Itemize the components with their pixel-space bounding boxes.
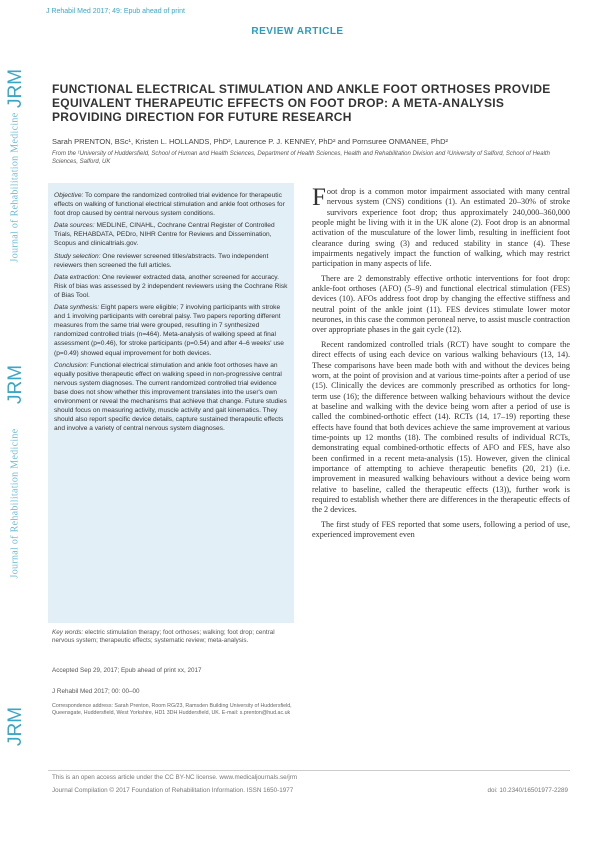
author-list: Sarah PRENTON, BSc¹, Kristen L. HOLLANDS, PhD², Laurence P. J. KENNEY, PhD² and Pornsuree ONMANEE, PhD² (52, 137, 448, 146)
abstract-data-synthesis: Data synthesis: Eight papers were eligible; 7 involving participants with stroke and 1 involving participants with cerebral palsy. Two papers reporting different measures from the same trial were grouped, resulting in 7 synthesized randomized controlled trials (n=464). Meta-analysis of walking speed at final assessment (p=0.46), for stroke participants (p=0.54) and after 4–6 weeks' use (p=0.49) showed equal improvement for both devices. (54, 304, 284, 357)
author-affiliations: From the ¹University of Huddersfield, School of Human and Health Sciences, Department of Health Sciences, Health and Rehabilitation Division and ²University of Salford, School of Health Sciences, Salford, UK (52, 151, 550, 165)
sidebar-jrm-logo: JRM (5, 364, 26, 404)
sidebar-journal-name: Journal of Rehabilitation Medicine (9, 112, 21, 263)
journal-issue-line: J Rehabil Med 2017; 49: Epub ahead of print (46, 8, 185, 15)
abstract-data-sources: Data sources: MEDLINE, CINAHL, Cochrane Central Register of Controlled Trials, REHABDATA, PEDro, NIHR Centre for Reviews and Dissemination, Scopus and clinicaltrials.gov. (54, 222, 275, 248)
abstract-data-synthesis-label: Data synthesis: (54, 304, 100, 312)
body-paragraph: Recent randomized controlled trials (RCT) have sought to compare the direct effects of using each device on various walking behaviours (13, 14). These comparisons have been made both with and without the devices being worn, at the point of provision and at various time-points after a period of use (15). Clinically the devices are commonly prescribed as orthotics for long-term use (16); the difference between walking behaviours without the device at baseline and walking with the device being worn after a period of use is called the combined-orthotic effect (14). RCTs (14, 17–19) reporting these effects have found that both devices achieve the same improvement at various time-points up 12 months (18). The combined results of individual RCTs, demonstrating equal combined-orthotic effects of AFO and FES, have also been confirmed in a recent meta-analysis (15). However, given the clinical importance of attempting to achieve therapeutic benefits (20, 21) (i.e. improvement in measured walking behaviours without a device being worn relative to baseline, called the therapeutic effects (13)), further work is required to establish whether there are differences in the therapeutic effects of the 2 devices. (312, 339, 570, 515)
keywords-label: Key words: (52, 629, 84, 636)
license-line: This is an open access article under the CC BY-NC license. www.medicaljournals.se/jrm (52, 774, 298, 781)
body-paragraph: The first study of FES reported that some users, following a period of use, experienced improvement even (312, 519, 570, 539)
accepted-date: Accepted Sep 29, 2017; Epub ahead of print xx, 2017 (52, 667, 202, 674)
abstract-conclusion: Conclusion: Functional electrical stimulation and ankle foot orthoses have an equally positive therapeutic effect on walking speed in non-progressive central nervous system diagnoses. The current randomized controlled trial evidence base does not show whether this improvement translates into the user's own environment or reveal the mechanisms that achieve that change. Future studies should focus on measuring activity, muscle activity and gait kinematics. They should also report specific device details, capture sustained therapeutic effects and involve a variety of central nervous system diagnoses. (54, 361, 287, 433)
abstract-objective: Objective: To compare the randomized controlled trial evidence for therapeutic effects on walking of functional electrical stimulation and ankle foot orthoses for foot drop caused by central nervous system conditions. (54, 192, 285, 218)
sidebar-jrm-logo: JRM (5, 68, 26, 108)
drop-cap: F (312, 184, 326, 211)
journal-sidebar (0, 0, 30, 842)
abstract-study-selection-label: Study selection: (54, 252, 101, 260)
sidebar-jrm-logo: JRM (5, 706, 26, 746)
abstract-data-sources-label: Data sources: (54, 222, 95, 230)
abstract-objective-label: Objective: (54, 192, 84, 199)
sidebar-journal-name: Journal of Rehabilitation Medicine (9, 428, 21, 579)
citation-line: J Rehabil Med 2017; 00: 00–00 (52, 688, 140, 695)
keywords: Key words: electric stimulation therapy; foot orthoses; walking; foot drop; central nervous system; therapeutic effects; systematic review; meta-analysis. (52, 629, 275, 645)
abstract-data-extraction: Data extraction: One reviewer extracted data, another screened for accuracy. Risk of bias was assessed by 2 independent reviewers using the Cochrane Risk of Bias Tool. (54, 273, 288, 299)
article-type: REVIEW ARTICLE (251, 26, 344, 37)
body-paragraph: There are 2 demonstrably effective orthotic interventions for foot drop: ankle-foot orthoses (AFO) (5–9) and functional electrical stimulation (FES) devices (10). AFOs address foot drop by changing the effective stiffness and neutral point of the ankle joint (11). FES devices stimulate lower motor neurones, in this case the common peroneal nerve, to assist muscle contraction over appropriate phases in the gait cycle (12). (312, 273, 570, 335)
doi-link[interactable]: doi: 10.2340/16501977-2289 (487, 787, 568, 794)
correspondence-address: Correspondence address: Sarah Prenton, Room RG/23, Ramsden Building University of Huddersfield, Queensgate, Huddersfield, West Yorkshire, HD1 3DH Huddersfield, UK. E-mail: s.prenton@hud.ac.uk (52, 703, 292, 717)
body-paragraph: Foot drop is a common motor impairment associated with many central nervous system (CNS) conditions (1). An estimated 20–30% of stroke survivors experience foot drop; thus approximately 240,000–360,000 people might be living with it in the UK alone (2). Foot drop is an abnormal activation of the musculature of the lower limb, resulting in inefficient foot clearance during swing (3) and reduced stability in stance (4). These impairments negatively impact the function of walking, which may restrict participation in many aspects of life. (312, 184, 570, 269)
body-text-column (312, 184, 570, 544)
abstract-conclusion-label: Conclusion: (54, 361, 89, 369)
abstract-text (54, 191, 288, 436)
journal-compilation-line: Journal Compilation © 2017 Foundation of Rehabilitation Information. ISSN 1650-1977 (52, 787, 294, 794)
article-title: FUNCTIONAL ELECTRICAL STIMULATION AND ANKLE FOOT ORTHOSES PROVIDE EQUIVALENT THERAPEUTIC EFFECTS ON FOOT DROP: A META-ANALYSIS PROVIDING DIRECTION FOR FUTURE RESEARCH (52, 82, 551, 124)
abstract-box (48, 183, 294, 623)
footer-divider (48, 770, 570, 771)
abstract-study-selection: Study selection: One reviewer screened titles/abstracts. Two independent reviewers then screened the full articles. (54, 252, 269, 269)
abstract-data-extraction-label: Data extraction: (54, 273, 101, 281)
